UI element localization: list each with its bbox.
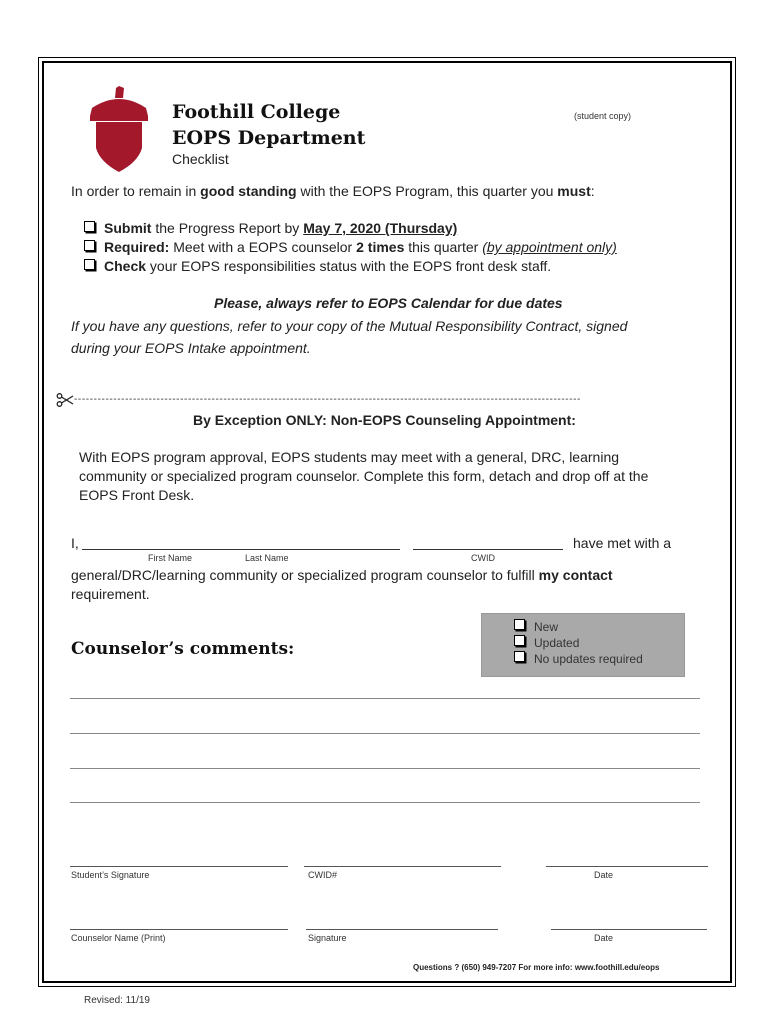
date-label: Date [594,933,614,943]
approval-text-line: community or specialized program counselor. Complete this form, detach and drop off at the [79,468,649,484]
requirement-text: requirement. [71,586,150,602]
status-option-new[interactable]: New [514,619,558,634]
last-name-label: Last Name [245,553,289,563]
approval-text-line: With EOPS program approval, EOPS students may meet with a general, DRC, learning [79,449,620,465]
checkbox-icon[interactable] [84,221,95,232]
checklist-item: Check your EOPS responsibilities status with the EOPS front desk staff. [84,258,551,274]
contract-note: If you have any questions, refer to your copy of the Mutual Responsibility Contract, signed [71,318,628,334]
comment-line[interactable] [70,733,700,734]
have-met-text: have met with a [573,535,672,551]
checkbox-icon[interactable] [514,635,525,646]
approval-text-line: EOPS Front Desk. [79,487,195,503]
counselor-comments-label: Counselor’s comments: [71,639,295,659]
checklist-item: Submit the Progress Report by May 7, 2020 (Thursday) [84,220,457,236]
contract-note: during your EOPS Intake appointment. [71,340,311,356]
exception-heading: By Exception ONLY: Non-EOPS Counseling Appointment: [193,412,576,428]
checklist-item: Required: Meet with a EOPS counselor 2 times this quarter (by appointment only) [84,239,617,255]
checkbox-icon[interactable] [514,651,525,662]
date-label: Date [594,870,614,880]
checkbox-icon[interactable] [84,259,95,270]
i-label: I, [71,535,79,551]
status-box [481,613,685,677]
student-signature-field[interactable] [70,866,288,867]
cwid-label: CWID [471,553,495,563]
document-type: Checklist [172,151,229,167]
comment-line[interactable] [70,698,700,699]
student-signature-label: Student’s Signature [71,870,150,880]
scissors-icon [56,393,74,407]
first-name-label: First Name [148,553,193,563]
college-name: Foothill College [172,101,341,123]
cwid-signature-field[interactable] [304,866,501,867]
cwid-hash-label: CWID# [308,870,337,880]
department-name: EOPS Department [172,127,366,149]
copy-note: (student copy) [574,111,632,121]
intro-text: In order to remain in good standing with the EOPS Program, this quarter you must: [71,183,595,199]
calendar-note: Please, always refer to EOPS Calendar for due dates [214,295,563,311]
page-border-inner [42,61,732,983]
checkbox-icon[interactable] [84,240,95,251]
status-option-no-updates[interactable]: No updates required [514,651,643,666]
cut-line: --------------------------------------------------------------------------------------------------------------------------------- [74,394,581,405]
acorn-logo-icon [86,82,152,174]
status-option-updated[interactable]: Updated [514,635,579,650]
comment-line[interactable] [70,802,700,803]
date-field[interactable] [551,929,707,930]
name-field[interactable] [82,549,400,550]
cwid-field[interactable] [413,549,563,550]
checkbox-icon[interactable] [514,619,525,630]
counselor-name-label: Counselor Name (Print) [71,933,166,943]
comment-line[interactable] [70,768,700,769]
footer-contact: Questions ? (650) 949-7207 For more info: www.foothill.edu/eops [413,963,660,972]
requirement-text: general/DRC/learning community or specialized program counselor to fulfill my contact [71,567,613,583]
counselor-signature-field[interactable] [306,929,498,930]
date-field[interactable] [546,866,708,867]
counselor-name-field[interactable] [70,929,288,930]
signature-label: Signature [308,933,347,943]
revised-date: Revised: 11/19 [84,995,150,1006]
